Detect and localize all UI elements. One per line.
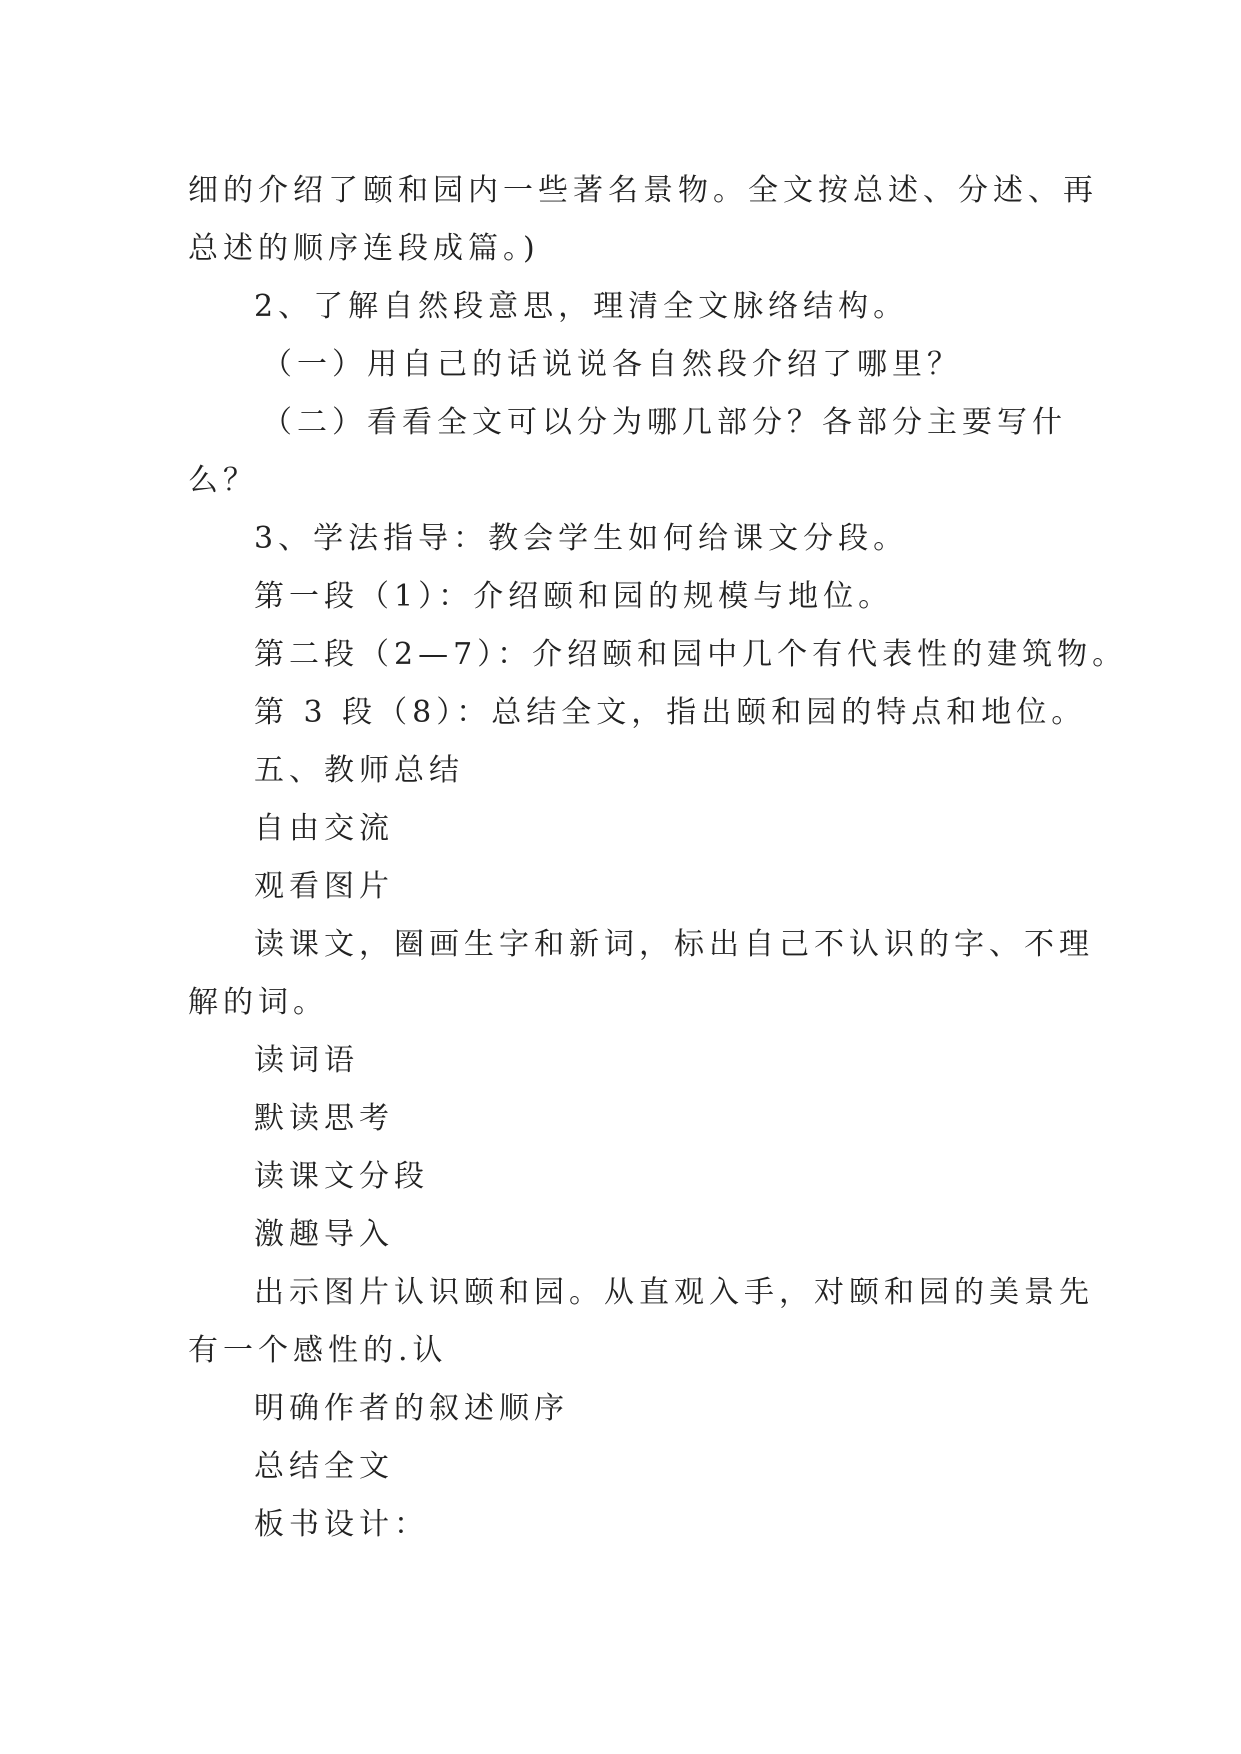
paragraph-line: 2、了解自然段意思，理清全文脉络结构。 [254,289,909,324]
paragraph-line: 出示图片认识颐和园。从直观入手，对颐和园的美景先 [254,1275,1094,1310]
section-heading: 五、教师总结 [254,753,464,788]
paragraph-line: 观看图片 [254,869,394,904]
paragraph-line: 读词语 [254,1043,359,1078]
paragraph-line: （二）看看全文可以分为哪几部分？各部分主要写什 [262,405,1067,440]
paragraph-line: 读课文，圈画生字和新词，标出自己不认识的字、不理 [254,927,1094,962]
paragraph-line: 有一个感性的.认 [188,1333,448,1368]
paragraph-line: 总结全文 [254,1449,394,1484]
paragraph-line: 明确作者的叙述顺序 [254,1391,569,1426]
paragraph-line: 第一段（1）：介绍颐和园的规模与地位。 [254,579,894,614]
paragraph-line: 3、学法指导：教会学生如何给课文分段。 [254,521,909,556]
paragraph-line: 总述的顺序连段成篇。) [188,231,540,266]
document-body [188,162,1128,1554]
paragraph-line: 板书设计： [254,1507,429,1542]
paragraph-line: 自由交流 [254,811,394,846]
paragraph-line: （一）用自己的话说说各自然段介绍了哪里？ [262,347,962,382]
paragraph-line: 么？ [188,463,258,498]
paragraph-line: 解的词。 [188,985,328,1020]
paragraph-line: 第二段（2—7）：介绍颐和园中几个有代表性的建筑物。 [254,637,1128,672]
paragraph-line: 激趣导入 [254,1217,394,1252]
paragraph-line: 读课文分段 [254,1159,429,1194]
paragraph-line: 细的介绍了颐和园内一些著名景物。全文按总述、分述、再 [188,173,1098,208]
paragraph-line: 第 3 段（8）：总结全文，指出颐和园的特点和地位。 [254,695,1087,730]
paragraph-line: 默读思考 [254,1101,394,1136]
